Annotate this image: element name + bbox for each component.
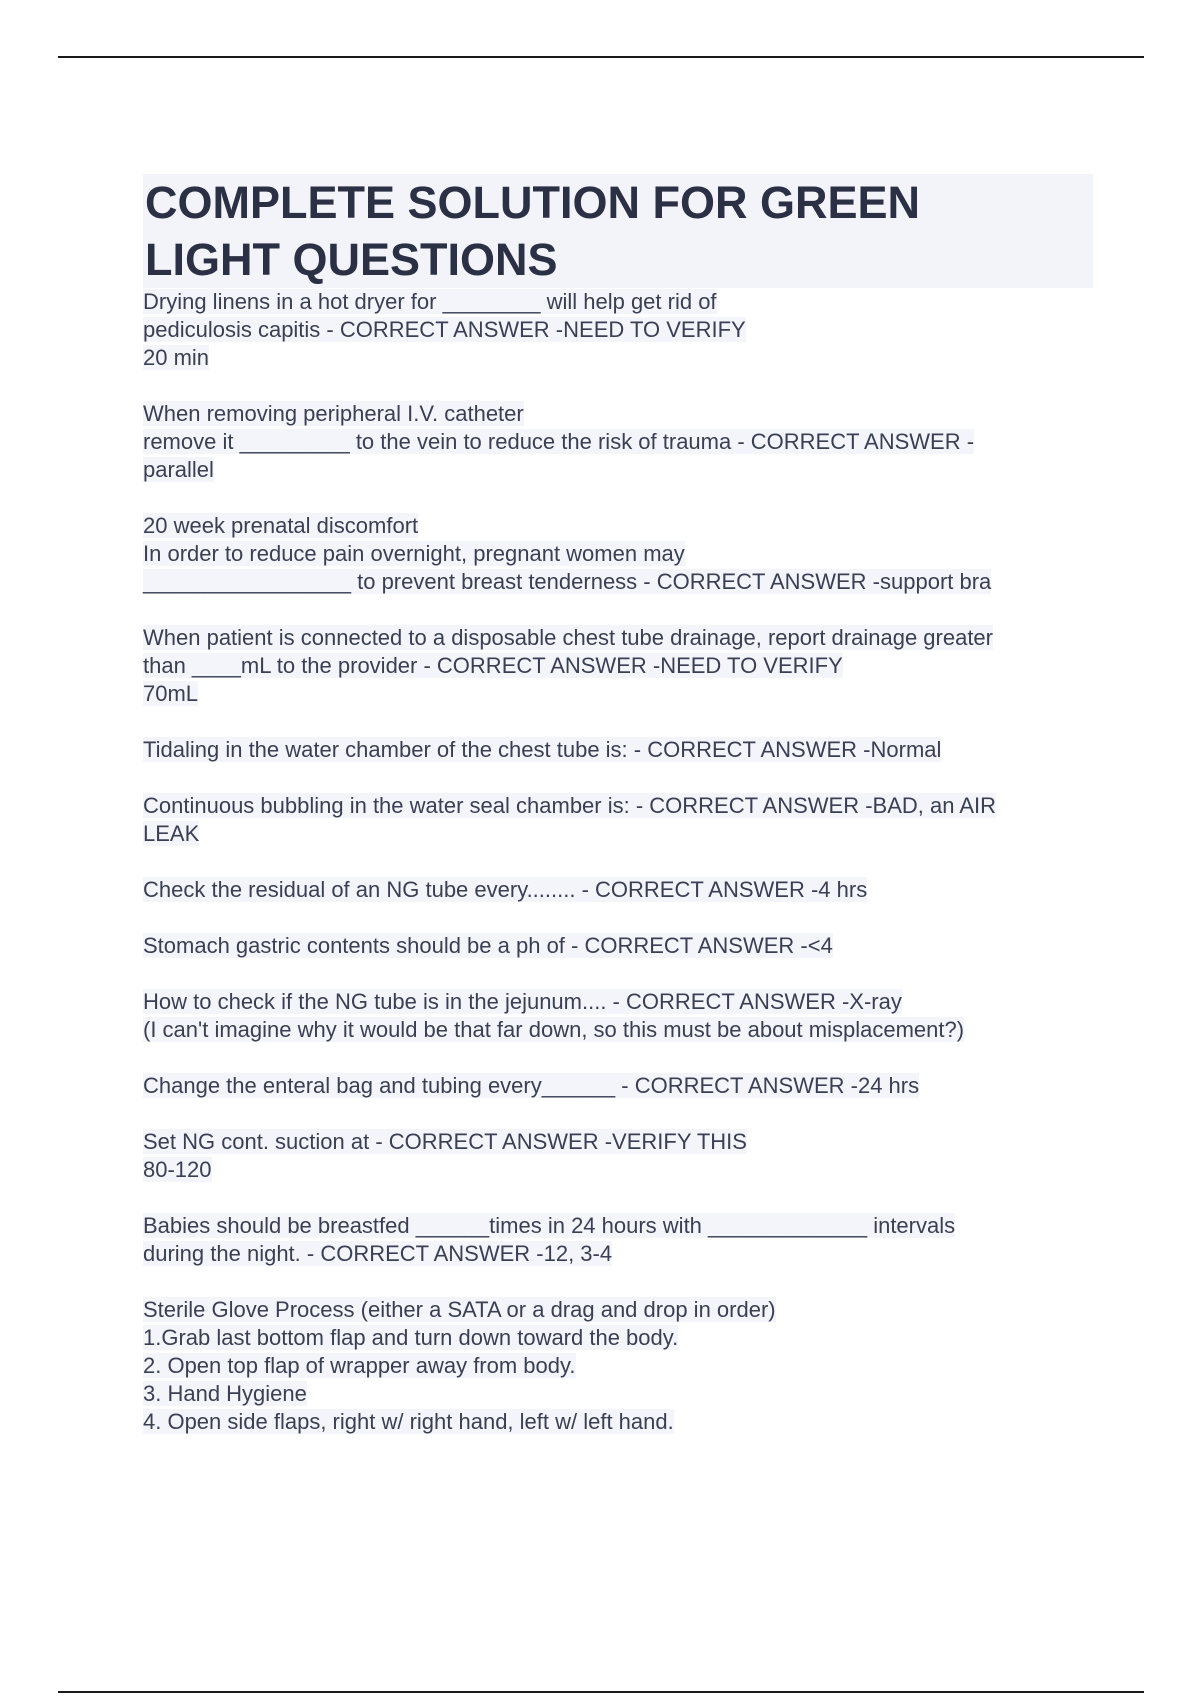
text-line [143, 652, 1093, 680]
text-line [143, 792, 1093, 820]
text-line [143, 1016, 1093, 1044]
text-line [143, 1408, 1093, 1436]
question-answer-item [143, 624, 1093, 708]
text-line [143, 1156, 1093, 1184]
line-text: When patient is connected to a disposable chest tube drainage, report drainage greater [143, 625, 993, 650]
line-text: than ____mL to the provider - CORRECT ANSWER -NEED TO VERIFY [143, 653, 843, 678]
text-line [143, 624, 1093, 652]
text-line [143, 288, 1093, 316]
question-answer-item [143, 512, 1093, 596]
text-line [143, 1212, 1093, 1240]
top-divider [58, 56, 1144, 58]
text-line [143, 1296, 1093, 1324]
text-line [143, 736, 1093, 764]
title-line: LIGHT QUESTIONS [145, 234, 558, 285]
line-text: Tidaling in the water chamber of the chest tube is: - CORRECT ANSWER -Normal [143, 737, 942, 762]
line-text: Sterile Glove Process (either a SATA or a drag and drop in order) [143, 1297, 776, 1322]
text-line [143, 1380, 1093, 1408]
text-line [143, 344, 1093, 372]
question-answer-item [143, 876, 1093, 904]
text-line [143, 988, 1093, 1016]
text-line [143, 1352, 1093, 1380]
question-answer-item [143, 932, 1093, 960]
question-answer-item [143, 288, 1093, 372]
text-line [143, 680, 1093, 708]
document-body [143, 174, 1093, 1464]
line-text: In order to reduce pain overnight, pregnant women may [143, 541, 685, 566]
line-text: Stomach gastric contents should be a ph of - CORRECT ANSWER -<4 [143, 933, 833, 958]
line-text: 4. Open side flaps, right w/ right hand, left w/ left hand. [143, 1409, 674, 1434]
text-line [143, 1072, 1093, 1100]
text-line [143, 820, 1093, 848]
text-line [143, 540, 1093, 568]
line-text: (I can't imagine why it would be that far down, so this must be about misplacement?) [143, 1017, 965, 1042]
line-text: 20 min [143, 345, 210, 370]
text-line [143, 1324, 1093, 1352]
text-line [143, 932, 1093, 960]
line-text: 1.Grab last bottom flap and turn down toward the body. [143, 1325, 679, 1350]
question-answer-item [143, 400, 1093, 484]
line-text: 3. Hand Hygiene [143, 1381, 307, 1406]
line-text: Check the residual of an NG tube every........ - CORRECT ANSWER -4 hrs [143, 877, 868, 902]
line-text: _________________ to prevent breast tenderness - CORRECT ANSWER -support bra [143, 569, 992, 594]
text-line [143, 568, 1093, 596]
line-text: Babies should be breastfed ______times in 24 hours with _____________ intervals [143, 1213, 956, 1238]
question-answer-item [143, 736, 1093, 764]
line-text: Change the enteral bag and tubing every______ - CORRECT ANSWER -24 hrs [143, 1073, 920, 1098]
text-line [143, 512, 1093, 540]
question-answer-item [143, 988, 1093, 1044]
line-text: remove it _________ to the vein to reduce the risk of trauma - CORRECT ANSWER - [143, 429, 975, 454]
line-text: How to check if the NG tube is in the jejunum.... - CORRECT ANSWER -X-ray [143, 989, 902, 1014]
question-answer-item [143, 1128, 1093, 1184]
line-text: Set NG cont. suction at - CORRECT ANSWER -VERIFY THIS [143, 1129, 747, 1154]
title-line: COMPLETE SOLUTION FOR GREEN [145, 177, 921, 228]
line-text: Drying linens in a hot dryer for ________ will help get rid of [143, 289, 717, 314]
text-line [143, 400, 1093, 428]
line-text: Continuous bubbling in the water seal chamber is: - CORRECT ANSWER -BAD, an AIR [143, 793, 997, 818]
line-text: LEAK [143, 821, 200, 846]
line-text: pediculosis capitis - CORRECT ANSWER -NEED TO VERIFY [143, 317, 746, 342]
text-line [143, 428, 1093, 456]
text-line [143, 456, 1093, 484]
line-text: When removing peripheral I.V. catheter [143, 401, 524, 426]
text-line [143, 1240, 1093, 1268]
question-answer-item [143, 1072, 1093, 1100]
question-list [143, 288, 1093, 1436]
line-text: 80-120 [143, 1157, 212, 1182]
question-answer-item [143, 1296, 1093, 1436]
text-line [143, 876, 1093, 904]
line-text: during the night. - CORRECT ANSWER -12, 3-4 [143, 1241, 613, 1266]
line-text: parallel [143, 457, 214, 482]
document-title [143, 174, 1093, 288]
text-line [143, 1128, 1093, 1156]
line-text: 20 week prenatal discomfort [143, 513, 419, 538]
line-text: 2. Open top flap of wrapper away from body. [143, 1353, 576, 1378]
line-text: 70mL [143, 681, 199, 706]
question-answer-item [143, 1212, 1093, 1268]
question-answer-item [143, 792, 1093, 848]
text-line [143, 316, 1093, 344]
bottom-divider [58, 1691, 1144, 1693]
